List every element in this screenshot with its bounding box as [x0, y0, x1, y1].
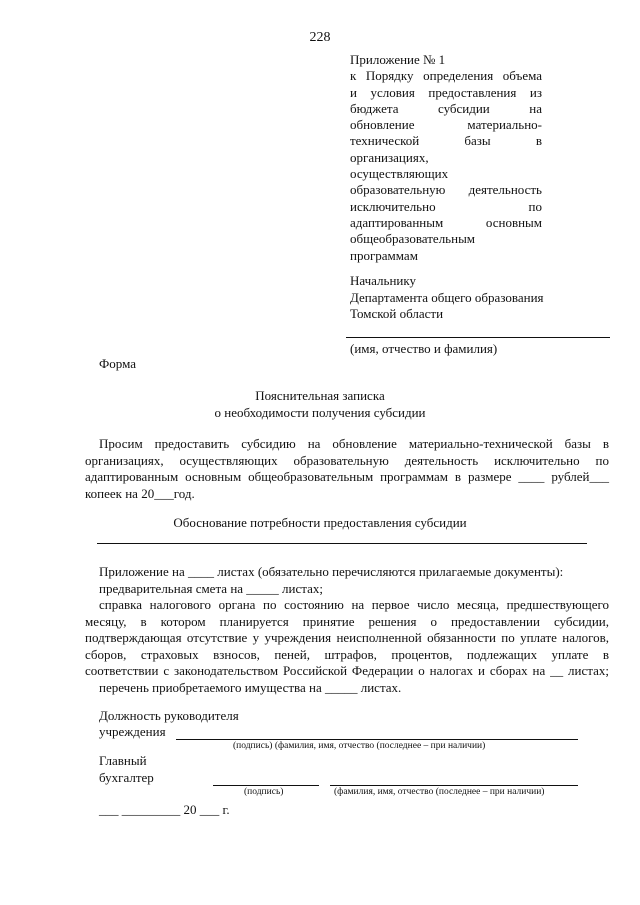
attachment-line — [85, 680, 609, 697]
addressee-block — [350, 273, 600, 323]
appendix-line: общеобразовательным — [350, 231, 476, 247]
accountant-title-line-2: бухгалтер — [99, 770, 154, 785]
accountant-signature-caption: (подпись) — [244, 787, 284, 797]
appendix-line: исключительно по — [350, 198, 542, 214]
appendix-line: программам — [350, 247, 418, 263]
appendix-block — [350, 52, 542, 264]
page-number: 228 — [309, 30, 331, 45]
head-signature-line — [176, 739, 578, 740]
attachment-line-text: справка налогового органа по состоянию на первое число месяца, предшествующего — [99, 597, 609, 612]
accountant-signature-line — [213, 785, 319, 786]
request-paragraph — [85, 436, 609, 502]
request-line: копеек на 20___год. — [85, 485, 195, 501]
attachment-line: месяцу, в котором планируется принятие решения о предоставлении субсидии, — [85, 613, 609, 629]
addressee-signature-caption: (имя, отчество и фамилия) — [350, 341, 498, 356]
addressee-line: Департамента общего образования — [350, 289, 544, 305]
justification-underline — [97, 543, 587, 544]
note-title-line-2: о необходимости получения субсидии — [214, 404, 426, 420]
head-signature-caption: (подпись) (фамилия, имя, отчество (последнее – при наличии) — [233, 741, 486, 751]
accountant-title-line-1: Главный — [99, 753, 147, 768]
date-line: ___ _________ 20 ___ г. — [99, 802, 230, 817]
request-line: адаптированным основным общеобразовательным программам в размере ____ рублей___ — [85, 469, 609, 484]
appendix-line: бюджета субсидии на — [350, 100, 542, 116]
appendix-line: к Порядку определения объема — [350, 68, 542, 84]
appendix-line: Приложение № 1 — [350, 52, 446, 67]
note-title-line-1: Пояснительная записка — [255, 388, 385, 403]
justification-heading: Обоснование потребности предоставления субсидии — [173, 515, 467, 530]
attachment-line-text: предварительная смета на _____ листах; — [99, 580, 323, 596]
addressee-signature-line — [346, 337, 610, 338]
form-label: Форма — [99, 356, 136, 371]
attachment-line: сборов, страховых взносов, пеней, штрафов, процентов, подлежащих уплате в — [85, 646, 609, 662]
appendix-line: адаптированным основным — [350, 214, 542, 230]
head-title-line-1: Должность руководителя — [99, 708, 239, 723]
addressee-line: Начальнику — [350, 273, 417, 288]
attachment-line: подтверждающая отсутствие у учреждения неисполненной обязанности по уплате налогов, — [85, 630, 609, 645]
appendix-line: обновление материально- — [350, 117, 542, 133]
request-line: организациях, осуществляющих образовательную деятельность исключительно по — [85, 452, 609, 468]
attachment-line-text: перечень приобретаемого имущества на _____ листах. — [99, 679, 402, 695]
attachment-line: соответствии с законодательством Российской Федерации о налогах и сборах на __ листах; — [85, 663, 609, 678]
appendix-line: осуществляющих — [350, 166, 449, 182]
attachment-line-text: Приложение на ____ листах (обязательно перечисляются прилагаемые документы): — [99, 564, 564, 579]
attachment-line — [85, 564, 609, 581]
appendix-line: организациях, — [350, 149, 429, 165]
appendix-line: и условия предоставления из — [350, 84, 542, 100]
attachment-line — [85, 597, 609, 614]
appendix-line: технической базы в — [350, 133, 542, 149]
accountant-name-caption: (фамилия, имя, отчество (последнее – при наличии) — [334, 787, 545, 797]
head-title-line-2: учреждения — [99, 724, 166, 739]
attachments-block — [85, 564, 609, 696]
addressee-line: Томской области — [350, 306, 444, 321]
accountant-name-line — [330, 785, 578, 786]
request-line-text: Просим предоставить субсидию на обновление материально-технической базы в — [99, 436, 609, 451]
appendix-line: образовательную деятельность — [350, 182, 542, 198]
attachment-line — [85, 581, 609, 598]
request-line — [85, 436, 609, 453]
note-title — [0, 388, 640, 421]
